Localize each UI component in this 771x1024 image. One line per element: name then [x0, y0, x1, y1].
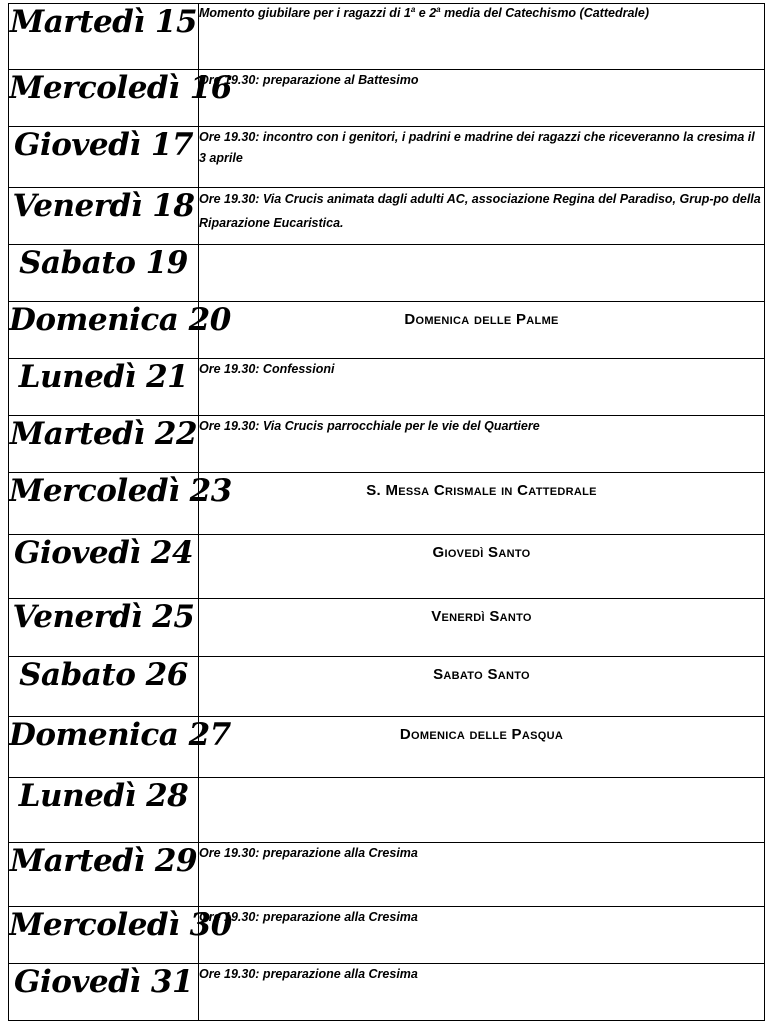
table-row — [9, 964, 765, 1021]
table-row — [9, 127, 765, 188]
ordinal-superscript: a — [436, 5, 441, 14]
day-label: Venerdì 25 — [9, 599, 199, 657]
table-row — [9, 657, 765, 717]
table-row — [9, 599, 765, 657]
day-label: Mercoledì 16 — [9, 70, 199, 127]
event-text: Domenica delle Palme — [199, 302, 765, 359]
table-row — [9, 302, 765, 359]
event-text: Domenica delle Pasqua — [199, 717, 765, 778]
day-label: Giovedì 24 — [9, 535, 199, 599]
table-row — [9, 70, 765, 127]
event-text: Sabato Santo — [199, 657, 765, 717]
day-label: Sabato 19 — [9, 245, 199, 302]
day-label: Mercoledì 23 — [9, 473, 199, 535]
table-row — [9, 717, 765, 778]
day-label: Martedì 15 — [9, 4, 199, 70]
table-row — [9, 188, 765, 245]
event-text: Ore 19.30: preparazione alla Cresima — [199, 843, 765, 907]
event-text: Venerdì Santo — [199, 599, 765, 657]
table-row — [9, 359, 765, 416]
event-text: Ore 19.30: preparazione al Battesimo — [199, 70, 765, 127]
day-label: Giovedì 31 — [9, 964, 199, 1021]
event-text: Ore 19.30: preparazione alla Cresima — [199, 907, 765, 964]
event-text: Ore 19.30: Via Crucis parrocchiale per le vie del Quartiere — [199, 416, 765, 473]
day-label: Mercoledì 30 — [9, 907, 199, 964]
event-text — [199, 245, 765, 302]
day-label: Martedì 29 — [9, 843, 199, 907]
day-label: Domenica 20 — [9, 302, 199, 359]
event-text: Giovedì Santo — [199, 535, 765, 599]
event-text-part: media del Catechismo (Cattedrale) — [440, 6, 650, 21]
event-text-part: e 2 — [415, 6, 437, 21]
event-text-part: Momento giubilare per i ragazzi di 1 — [199, 6, 411, 21]
day-label: Lunedì 28 — [9, 778, 199, 843]
event-text: Ore 19.30: incontro con i genitori, i padrini e madrine dei ragazzi che riceveranno la cresima il 3 aprile — [199, 127, 765, 188]
table-row — [9, 245, 765, 302]
day-label: Martedì 22 — [9, 416, 199, 473]
table-row — [9, 843, 765, 907]
day-label: Lunedì 21 — [9, 359, 199, 416]
ordinal-superscript: a — [410, 5, 416, 14]
table-row — [9, 535, 765, 599]
day-label: Venerdì 18 — [9, 188, 199, 245]
day-label: Giovedì 17 — [9, 127, 199, 188]
calendar-table — [8, 3, 765, 1021]
event-text: Ore 19.30: Confessioni — [199, 359, 765, 416]
table-row — [9, 778, 765, 843]
table-row — [9, 416, 765, 473]
table-row — [9, 473, 765, 535]
event-text — [199, 778, 765, 843]
event-text: Ore 19.30: Via Crucis animata dagli adulti AC, associazione Regina del Paradiso, Grup-po della Riparazione Eucaristica. — [199, 188, 765, 245]
event-text: S. Messa Crismale in Cattedrale — [199, 473, 765, 535]
table-row — [9, 4, 765, 70]
table-row — [9, 907, 765, 964]
event-text: Ore 19.30: preparazione alla Cresima — [199, 964, 765, 1021]
event-text — [199, 4, 765, 70]
day-label: Sabato 26 — [9, 657, 199, 717]
day-label: Domenica 27 — [9, 717, 199, 778]
